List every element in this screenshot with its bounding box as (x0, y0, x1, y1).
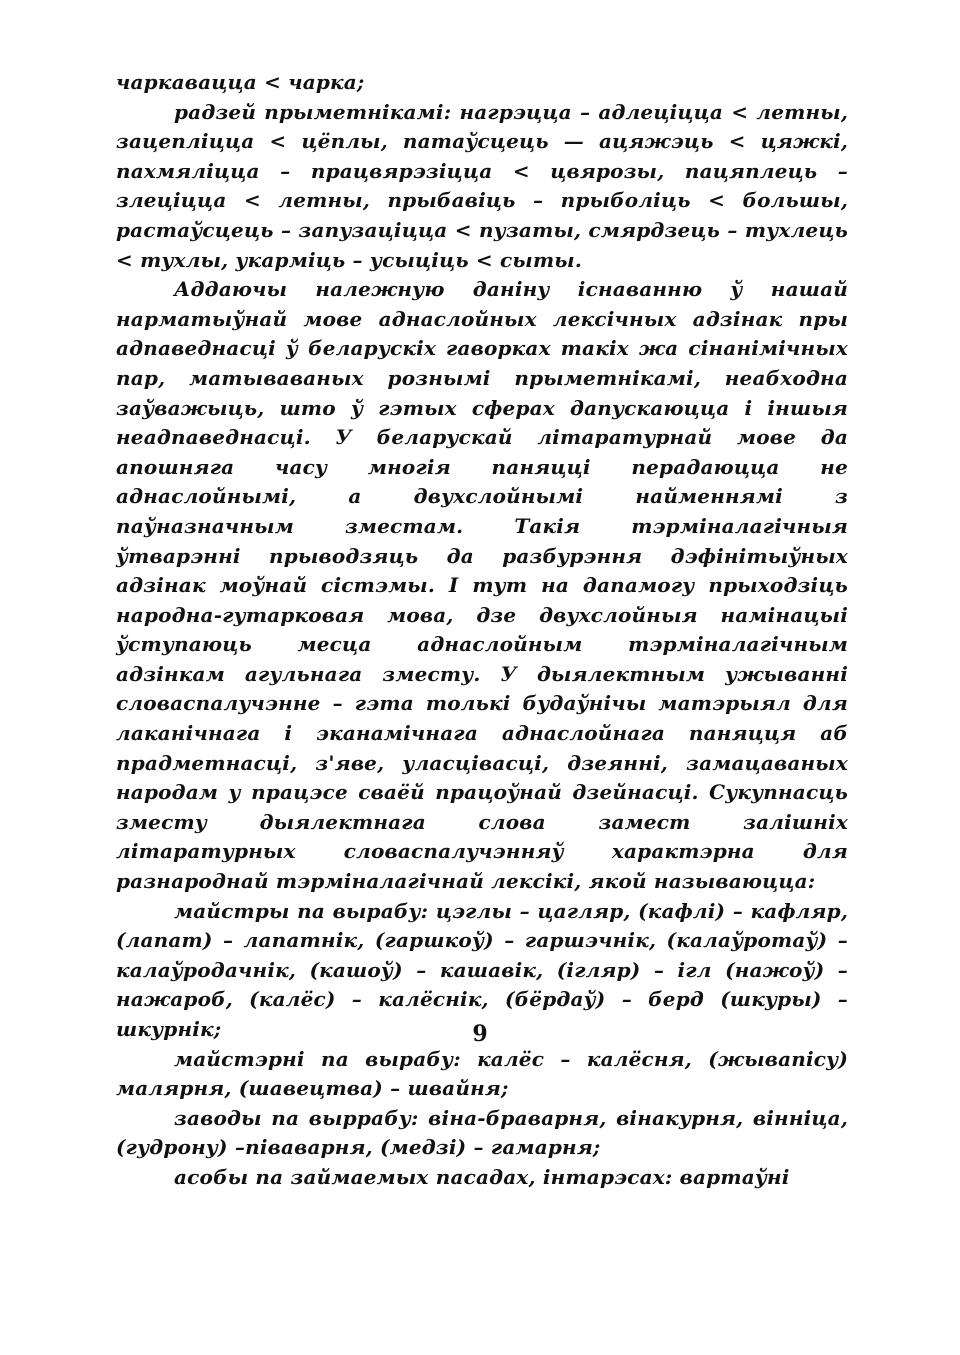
paragraph-5: майстэрні па вырабу: калёс – калёсня, (жывапісу) малярня, (шавецтва) – швайня; (116, 1046, 848, 1101)
paragraph-1: чаркавацца < чарка; (116, 70, 365, 94)
paragraph-7: асобы па займаемых пасадах, інтарэсах: вартаўні (174, 1164, 790, 1189)
paragraph-2: радзей прыметнікамі: нагрэцца – адлеціцца < летны, зацепліцца < цёплы, патаўсцець — ацяжэць < цяжкі, пахмяліцца – працвярэзіцца < цвярозы, пацяплець – злеціцца < летны, прыбавіць – прыболіць < большы, растаўсцець – запузаціцца < пузаты, смярдзець – тухлець < тухлы, укарміць – усыціць < сыты. (116, 99, 848, 272)
page-number: 9 (472, 1021, 488, 1047)
paragraph-6: заводы па выррабу: віна-бравapня, вінакурня, вінніца, (гудрону) –піваварня, (медзі) – гамарня; (116, 1105, 848, 1160)
paragraph-3: Аддаючы належную даніну існаванню ў нашай нарматыўнай мове аднаслойных лексічных адзінак пры адпаведнасці ў беларускіх гаворках такіх жа сінанімічных пар, матываваных рознымі прыметнікамі, неабходна заўважыць, што ў гэтых сферах дапускаюцца і іншыя неадпаведнасці. У беларускай літаратурнай мове да апошняга часу многія паняцці перадаюцца не аднаслойнымі, а двухслойнымі найменнямі з паўназначным зместам. Такія тэрміналагічныя ўтварэнні прыводзяць да разбурэння дэфінітыўных адзінак моўнай сістэмы. І тут на дапамогу прыходзіць народна-гутарковая мова, дзе двухслойныя намінацыі ўступаюць месца аднаслойным тэрміналагічным адзінкам агульнага зместу. У дыялектным ужыванні словаспалучэнне – гэта толькі будаўнічы матэрыял для лаканічнага і эканамічнага аднаслойнага паняцця аб прадметнасці, з'яве, уласцівасці, дзеянні, замацаваных народам у працэсе сваёй працоўнай дзейнасці. Сукупнасць зместу дыялектнага слова замест залішніх літаратурных словаспалучэнняў характэрна для разнароднай тэрміналагічнай лексікі, якой называюцца: (116, 277, 848, 894)
paragraph-4: майстры па вырабу: цэглы – цагляр, (кафлі) – кафляр, (лапат) – лапатнік, (гаршкоў) – гаршэчнік, (калаўротаў) – калаўродачнік, (кашоў) – кашавік, (ігляр) – ігл (нажоў) – нажароб, (калёс) – калёснік, (бёрдаў) – берд (шкуры) – шкурнік; (116, 898, 848, 1041)
